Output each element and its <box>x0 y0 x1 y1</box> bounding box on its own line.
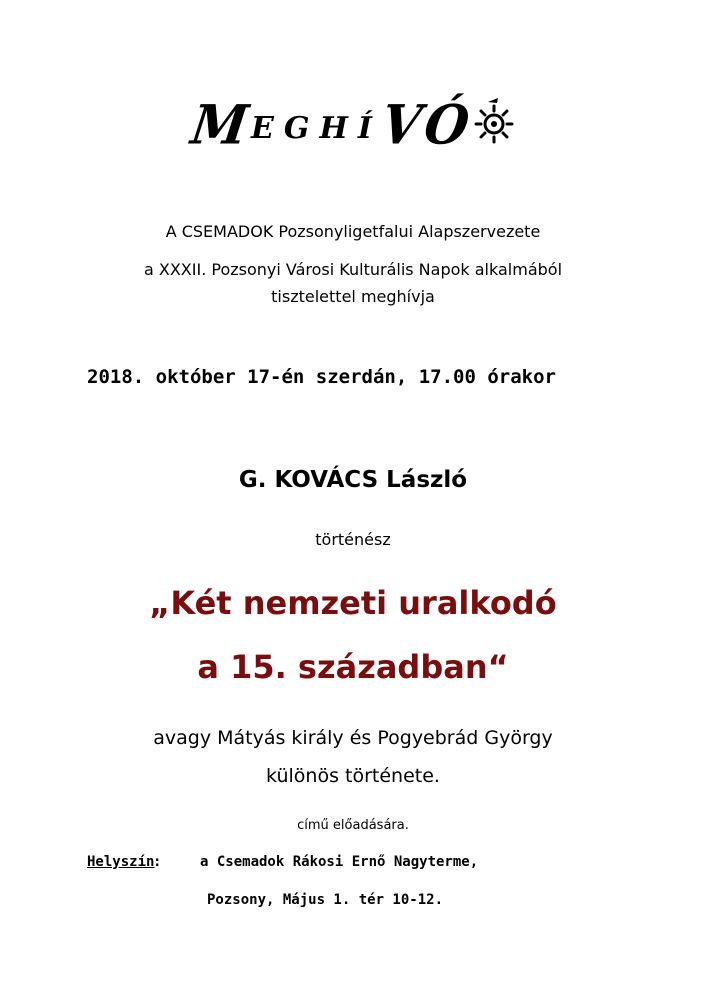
title-letter-h: H <box>319 111 354 146</box>
invites-text: tisztelettel meghívja <box>271 287 435 306</box>
title-letter-i: Í <box>357 111 378 146</box>
speaker-role: történész <box>315 530 391 549</box>
venue-name: a Csemadok Rákosi Ernő Nagyterme, <box>200 854 479 870</box>
title-letter-v: V <box>377 92 426 157</box>
title-letter-m: M <box>187 92 252 157</box>
lecture-title-line-2: a 15. században“ <box>197 648 509 686</box>
title-letter-e: E <box>251 111 280 146</box>
invitation-title <box>0 92 706 168</box>
title-letter-g: G <box>283 111 316 146</box>
event-datetime: 2018. október 17-én szerdán, 17.00 órakor <box>87 366 556 388</box>
lecture-title-line-1: „Két nemzeti uralkodó <box>149 584 557 622</box>
organizer-text: A CSEMADOK Pozsonyligetfalui Alapszervezete <box>165 222 541 241</box>
venue-colon: : <box>153 854 162 870</box>
venue-label: Helyszín <box>87 854 155 870</box>
titled-note: című előadására. <box>297 818 409 833</box>
occasion-text: a XXXII. Pozsonyi Városi Kulturális Napok alkalmából <box>143 260 563 279</box>
speaker-name: G. KOVÁCS László <box>238 467 468 493</box>
sun-ornament-icon <box>474 98 514 144</box>
lecture-subtitle-line-1: avagy Mátyás király és Pogyebrád György <box>153 727 553 749</box>
venue-address: Pozsony, Május 1. tér 10-12. <box>207 892 444 908</box>
title-letter-o: Ó <box>420 92 473 157</box>
lecture-subtitle-line-2: különös története. <box>266 765 440 787</box>
